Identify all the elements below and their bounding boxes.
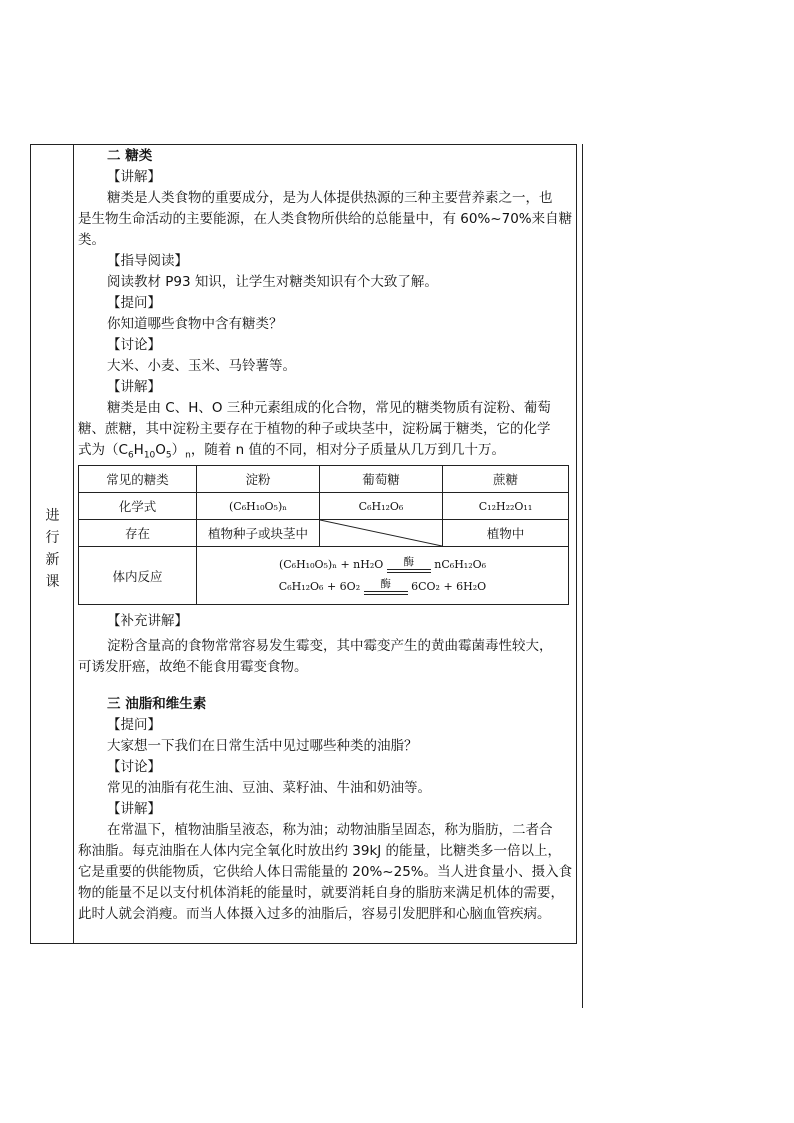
table-header-cell: 蔗糖 xyxy=(443,466,569,493)
sugar-table xyxy=(78,465,569,605)
side-label-char: 行 xyxy=(45,530,60,546)
subscript: 10 xyxy=(143,450,156,461)
table-header-cell: 常见的糖类 xyxy=(79,466,197,493)
enzyme-arrow xyxy=(364,579,408,595)
paragraph-line: 糖类是由 C、H、O 三种元素组成的化合物，常见的糖类物质有淀粉、葡萄 xyxy=(107,400,551,416)
tag-discussion: 【讨论】 xyxy=(107,337,161,353)
right-border-line xyxy=(582,144,583,1008)
paragraph-line: 糖、蔗糖，其中淀粉主要存在于植物的种子或块茎中，淀粉属于糖类，它的化学 xyxy=(78,421,551,437)
table-cell: 化学式 xyxy=(79,493,197,520)
section-title-fats: 三 油脂和维生素 xyxy=(107,696,207,712)
paragraph-line: 糖类是人类食物的重要成分，是为人体提供热源的三种主要营养素之一，也 xyxy=(107,190,553,206)
paragraph-line: 类。 xyxy=(78,232,105,248)
paragraph-line xyxy=(78,440,571,461)
paragraph-line: 物的能量不足以支付机体消耗的能量时，就要消耗自身的脂肪来满足机体的需要， xyxy=(78,885,564,901)
tag-lecture: 【讲解】 xyxy=(107,169,161,185)
table-header-cell: 淀粉 xyxy=(197,466,320,493)
tag-guided-reading: 【指导阅读】 xyxy=(107,253,188,269)
tag-supplement: 【补充讲解】 xyxy=(107,613,188,629)
reaction-reactants: (C₆H₁₀O₅)ₙ + nH₂O xyxy=(278,557,384,571)
subscript: n xyxy=(185,450,191,461)
tag-lecture: 【讲解】 xyxy=(107,801,161,817)
reaction-reactants: C₆H₁₂O₆ + 6O₂ xyxy=(278,579,361,593)
paragraph-line: 是生物生命活动的主要能源，在人类食物所供给的总能量中，有 60%~70%来自糖 xyxy=(78,211,573,227)
table-cell: 体内反应 xyxy=(79,547,197,605)
text-fragment: O xyxy=(155,442,166,458)
side-label-char: 进 xyxy=(45,508,60,524)
tag-question: 【提问】 xyxy=(107,295,161,311)
paragraph-line: 淀粉含量高的食物常常容易发生霉变，其中霉变产生的黄曲霉菌毒性较大， xyxy=(107,638,553,654)
side-label xyxy=(31,505,74,593)
diagonal-empty-cell xyxy=(320,520,443,547)
table-row xyxy=(79,547,569,605)
table-cell: C₆H₁₂O₆ xyxy=(320,493,443,520)
table-cell: 存在 xyxy=(79,520,197,547)
paragraph-line: 你知道哪些食物中含有糖类？ xyxy=(107,316,283,332)
table-row xyxy=(79,466,569,493)
section-title-sugar: 二 糖类 xyxy=(107,148,153,164)
reaction-equation xyxy=(197,554,568,576)
reaction-equation xyxy=(197,576,568,598)
table-row xyxy=(79,493,569,520)
table-cell: 植物种子或块茎中 xyxy=(197,520,320,547)
reaction-products: 6CO₂ + 6H₂O xyxy=(411,579,487,593)
table-cell: (C₆H₁₀O₅)ₙ xyxy=(197,493,320,520)
enzyme-label: 酶 xyxy=(403,555,415,568)
table-header-cell: 葡萄糖 xyxy=(320,466,443,493)
paragraph-line: 此时人就会消瘦。而当人体摄入过多的油脂后，容易引发肥胖和心脑血管疾病。 xyxy=(78,906,551,922)
paragraph-line: 阅读教材 P93 知识，让学生对糖类知识有个大致了解。 xyxy=(107,274,438,290)
diagonal-line xyxy=(320,520,442,546)
enzyme-label: 酶 xyxy=(380,577,391,590)
side-label-char: 新 xyxy=(45,552,60,568)
text-fragment: ，随着 n 值的不同，相对分子质量从几万到几十万。 xyxy=(190,442,506,458)
paragraph-line: 常见的油脂有花生油、豆油、菜籽油、牛油和奶油等。 xyxy=(107,780,431,796)
tag-lecture: 【讲解】 xyxy=(107,379,161,395)
paragraph-line: 它是重要的供能物质，它供给人体日需能量的 20%~25%。当人进食量小、摄入食 xyxy=(78,864,573,880)
paragraph-line: 大米、小麦、玉米、马铃薯等。 xyxy=(107,358,296,374)
paragraph-line: 可诱发肝癌，故绝不能食用霉变食物。 xyxy=(78,659,308,675)
equals-sign xyxy=(387,569,431,573)
subscript: 5 xyxy=(165,450,172,461)
paragraph-line: 称油脂。每克油脂在人体内完全氧化时放出约 39kJ 的能量，比糖类多一倍以上， xyxy=(78,843,562,859)
paragraph-line: 大家想一下我们在日常生活中见过哪些种类的油脂？ xyxy=(107,738,418,754)
enzyme-arrow xyxy=(387,557,431,573)
equals-sign xyxy=(364,591,408,595)
lesson-content xyxy=(78,146,571,925)
reaction-products: nC₆H₁₂O₆ xyxy=(434,557,487,571)
tag-question: 【提问】 xyxy=(107,717,161,733)
table-cell: C₁₂H₂₂O₁₁ xyxy=(443,493,569,520)
subscript: 6 xyxy=(127,450,134,461)
text-fragment: ） xyxy=(171,442,186,458)
text-fragment: 式为（C xyxy=(78,442,128,458)
table-row xyxy=(79,520,569,547)
paragraph-line: 在常温下，植物油脂呈液态，称为油；动物油脂呈固态，称为脂肪，二者合 xyxy=(107,822,553,838)
reaction-cell xyxy=(197,547,569,605)
side-label-char: 课 xyxy=(45,574,60,590)
spacer xyxy=(78,678,571,690)
table-cell: 植物中 xyxy=(443,520,569,547)
text-fragment: H xyxy=(133,442,144,458)
tag-discussion: 【讨论】 xyxy=(107,759,161,775)
side-column xyxy=(31,145,74,943)
